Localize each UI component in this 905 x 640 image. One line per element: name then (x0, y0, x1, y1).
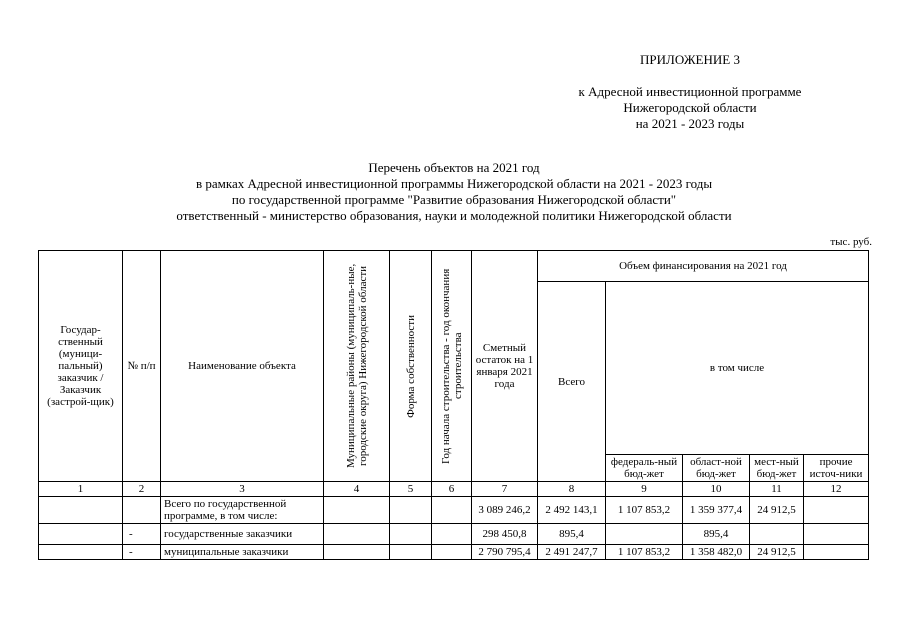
heading-line: в рамках Адресной инвестиционной программы Нижегородской области на 2021 - 2023 годы (195, 176, 713, 191)
header-remainder: Сметный остаток на 1 января 2021 года (472, 251, 538, 482)
header-other: прочие источ-ники (804, 455, 869, 482)
header-including: в том числе (606, 282, 869, 455)
header-regional: област-ной бюд-жет (683, 455, 750, 482)
header-total: Всего (538, 282, 606, 482)
header-financing: Объем финансирования на 2021 год (538, 251, 869, 282)
column-number: 2 (123, 482, 161, 497)
cell-district (324, 497, 390, 524)
financing-table (38, 250, 869, 560)
header-years: Год начала строительства - год окончания строительства (439, 268, 464, 464)
appendix-line: Нижегородской области (623, 100, 757, 115)
cell-name: государственные заказчики (161, 524, 324, 545)
cell-other (804, 524, 869, 545)
column-number: 9 (606, 482, 683, 497)
heading-line: по государственной программе "Развитие образования Нижегородской области" (231, 192, 677, 207)
cell-district (324, 524, 390, 545)
cell-customer (39, 497, 123, 524)
cell-federal: 1 107 853,2 (606, 545, 683, 560)
cell-years (432, 524, 472, 545)
column-number: 5 (390, 482, 432, 497)
document-heading (40, 160, 868, 224)
cell-ownership (390, 545, 432, 560)
column-number: 4 (324, 482, 390, 497)
cell-ownership (390, 524, 432, 545)
cell-regional: 895,4 (683, 524, 750, 545)
appendix-line: к Адресной инвестиционной программе (578, 84, 802, 99)
cell-years (432, 497, 472, 524)
header-local: мест-ный бюд-жет (750, 455, 804, 482)
column-number: 1 (39, 482, 123, 497)
cell-other (804, 545, 869, 560)
cell-federal: 1 107 853,2 (606, 497, 683, 524)
cell-total: 895,4 (538, 524, 606, 545)
column-number: 3 (161, 482, 324, 497)
cell-name: Всего по государственной программе, в том числе: (161, 497, 324, 524)
cell-total: 2 491 247,7 (538, 545, 606, 560)
cell-customer (39, 524, 123, 545)
table-row (39, 497, 869, 524)
column-number: 8 (538, 482, 606, 497)
cell-regional: 1 358 482,0 (683, 545, 750, 560)
cell-regional: 1 359 377,4 (683, 497, 750, 524)
cell-remainder: 3 089 246,2 (472, 497, 538, 524)
header-customer: Государ-ственный (муници-пальный) заказчик / Заказчик (застрой-щик) (39, 251, 123, 482)
cell-federal (606, 524, 683, 545)
cell-ownership (390, 497, 432, 524)
column-number-row (39, 482, 869, 497)
cell-num: - (123, 524, 161, 545)
header-years-cell (432, 251, 472, 482)
column-number: 12 (804, 482, 869, 497)
cell-customer (39, 545, 123, 560)
heading-line: ответственный - министерство образования, науки и молодежной политики Нижегородской области (176, 208, 732, 223)
header-num: № п/п (123, 251, 161, 482)
units-label: тыс. руб. (830, 236, 872, 248)
cell-local (750, 524, 804, 545)
cell-local: 24 912,5 (750, 545, 804, 560)
header-name: Наименование объекта (161, 251, 324, 482)
appendix-block (560, 52, 820, 132)
cell-name: муниципальные заказчики (161, 545, 324, 560)
cell-local: 24 912,5 (750, 497, 804, 524)
cell-district (324, 545, 390, 560)
table-row (39, 545, 869, 560)
header-ownership-cell (390, 251, 432, 482)
cell-remainder: 2 790 795,4 (472, 545, 538, 560)
cell-years (432, 545, 472, 560)
appendix-title: ПРИЛОЖЕНИЕ 3 (640, 52, 740, 67)
appendix-line: на 2021 - 2023 годы (635, 116, 745, 131)
table-row (39, 524, 869, 545)
column-number: 11 (750, 482, 804, 497)
cell-remainder: 298 450,8 (472, 524, 538, 545)
column-number: 6 (432, 482, 472, 497)
column-number: 7 (472, 482, 538, 497)
header-ownership: Форма собственности (404, 314, 417, 418)
cell-num: - (123, 545, 161, 560)
cell-num (123, 497, 161, 524)
header-district: Муниципальные районы (муниципаль-ные, городские округа) Нижегородской области (344, 263, 369, 469)
cell-other (804, 497, 869, 524)
heading-line: Перечень объектов на 2021 год (368, 160, 540, 175)
header-federal: федераль-ный бюд-жет (606, 455, 683, 482)
header-district-cell (324, 251, 390, 482)
column-number: 10 (683, 482, 750, 497)
cell-total: 2 492 143,1 (538, 497, 606, 524)
